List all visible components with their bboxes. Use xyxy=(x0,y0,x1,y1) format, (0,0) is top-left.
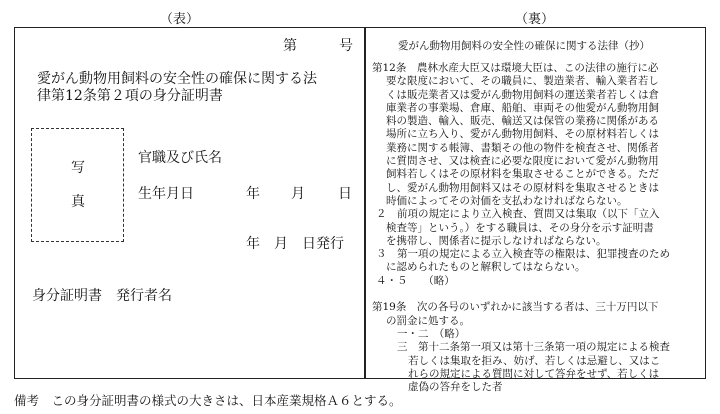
back-caption: （裏） xyxy=(515,12,555,27)
law-excerpt-heading: 愛がん動物用飼料の安全性の確保に関する法律（抄） xyxy=(398,40,650,52)
birth-month-label: 月 xyxy=(291,186,305,202)
photo-placeholder xyxy=(31,128,124,242)
photo-label-2: 真 xyxy=(71,194,85,210)
law-text-line: を携帯し、関係者に提示しなければならない。 xyxy=(386,234,607,247)
size-note: 備考 この身分証明書の様式の大きさは、日本産業規格Ａ６とする。 xyxy=(14,393,402,408)
front-panel xyxy=(14,27,365,379)
law-excerpt-body xyxy=(372,62,670,394)
law-text-line: 検査等」という。）をする職員は、その身分を示す証明書 xyxy=(386,221,654,234)
birth-day-label: 日 xyxy=(338,186,352,202)
law-text-line: 料の製造、輸入、販売、輸送又は保管の業務に関係がある xyxy=(386,115,659,128)
law-text-line: ４・５ （略） xyxy=(376,274,455,287)
law-text-line: 一・二 （略） xyxy=(397,327,466,340)
law-text-line: 要な限度において、その職員に、製造業者、輸入業者若し xyxy=(386,75,659,88)
law-text-line xyxy=(372,288,670,301)
law-text-line: ２ 前項の規定により立入検査、質問又は集取（以下「立入 xyxy=(376,208,660,221)
law-text-line: 場所に立ち入り、愛がん動物用飼料、その原材料若しくは xyxy=(386,128,659,141)
law-text-line: れらの規定による質問に対して答弁をせず、若しくは xyxy=(408,367,660,380)
law-text-line: 虚偽の答弁をした者 xyxy=(408,381,503,394)
birth-year-label: 年 xyxy=(246,186,260,202)
law-text-line: 庫業者の事業場、倉庫、船舶、車両その他愛がん動物用飼 xyxy=(386,101,659,114)
back-panel xyxy=(365,27,706,394)
issuer-label: 身分証明書 発行者名 xyxy=(32,288,172,304)
certificate-title-line-1: 愛がん動物用飼料の安全性の確保に関する法 xyxy=(37,71,317,87)
law-text-line: に質問させ、又は検査に必要な限度において愛がん動物用 xyxy=(386,155,659,168)
law-text-line: 第19条 次の各号のいずれかに該当する者は、三十万円以下 xyxy=(372,301,659,314)
birth-date-label: 生年月日 xyxy=(138,186,194,202)
front-caption: （表） xyxy=(160,12,200,27)
law-text-line: 時価によってその対価を支払わなければならない。 xyxy=(386,194,628,207)
law-text-line: 三 第十二条第一項又は第十三条第一項の規定による検査 xyxy=(397,341,670,354)
number-label: 第 号 xyxy=(283,38,353,54)
certificate-title-line-2: 律第12条第２項の身分証明書 xyxy=(37,88,223,104)
issue-date-label: 年 月 日発行 xyxy=(246,236,344,252)
law-text-line: 若しくは集取を拒み、妨げ、若しくは忌避し、又はこ xyxy=(408,354,661,367)
official-name-label: 官職及び氏名 xyxy=(138,150,222,166)
law-text-line: し、愛がん動物用飼料又はその原材料を集取させるときは xyxy=(386,181,659,194)
law-text-line: 第12条 農林水産大臣又は環境大臣は、この法律の施行に必 xyxy=(372,62,659,74)
law-text-line: ３ 第一項の規定による立入検査等の権限は、犯罪捜査のため xyxy=(376,248,670,261)
law-text-line: に認められたものと解釈してはならない。 xyxy=(386,261,586,274)
law-text-line: の罰金に処する。 xyxy=(386,314,470,327)
law-text-line: 業務に関する帳簿、書類その他の物件を検査させ、関係者 xyxy=(386,141,659,154)
law-text-line: 飼料若しくはその原材料を集取させることができる。ただ xyxy=(386,168,659,181)
photo-label-1: 写 xyxy=(71,160,85,176)
law-text-line: くは販売業者又は愛がん動物用飼料の運送業者若しくは倉 xyxy=(386,88,659,101)
